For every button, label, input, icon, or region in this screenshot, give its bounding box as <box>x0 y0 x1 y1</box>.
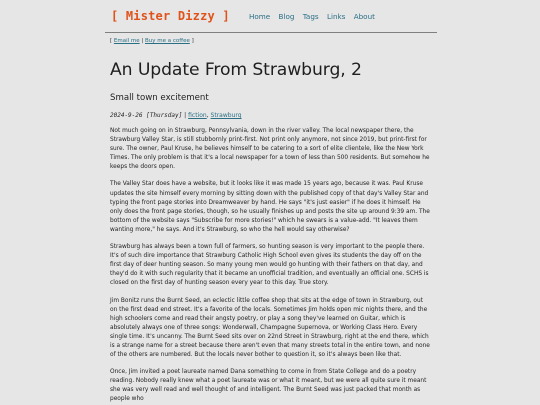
bracket-close: ] <box>191 38 194 44</box>
post-date: 2024-9-26 [Thursday] <box>110 112 183 119</box>
post-meta <box>110 112 431 119</box>
paragraph-4: Jim Bonitz runs the Burnt Seed, an eclectic little coffee shop that sits at the edge of town in Strawburg, out on the first dead end street. It's a favorite of the locals. Sometimes Jim holds open mic nights there, and the high schoolers come and read their angsty poetry, or play a song they've learned on Guitar, which is absolutely always one of three songs: Wonderwall, Champagne Supernova, or Working Class Hero. Every single time. It's uncanny. The Burnt Seed sits over on 22nd Street in Strawburg, right at the end there, which is a strange name for a street because there aren't even that many streets total in the entire town, and none of the others are numbered. But the locals never bother to question it, so it's always been like that. <box>110 297 430 359</box>
nav-about[interactable]: About <box>353 12 375 21</box>
paragraph-1: Not much going on in Strawburg, Pennsylvania, down in the river valley. The local newspaper there, the Strawburg Valley Star, is still stubbornly print-first. Not print only anymore, not since 2019, but print-first for sure. The owner, Paul Kruse, he believes himself to be catering to a sort of elite clientele, like the New York Times. The only problem is that it's a local newspaper for a town of less than 500 residents. But somehow he keeps the doors open. <box>110 128 430 171</box>
post-title: An Update From Strawburg, 2 <box>110 60 362 80</box>
site-header <box>105 0 437 33</box>
main-nav <box>249 12 381 21</box>
link-separator: | <box>141 38 144 44</box>
paragraph-3: Strawburg has always been a town full of farmers, so hunting season is very important to the people there. It's of such dire importance that Strawburg Catholic High School even gives its students the day off on the first day of deer hunting season. So many young men would go hunting with their fathers on that day, and they'd do it with such regularity that it became an unofficial tradition, and eventually an official one. SCHS is closed on the first day of hunting season every year to this day. True story. <box>110 244 429 287</box>
coffee-link[interactable]: Buy me a coffee <box>145 38 190 44</box>
nav-links[interactable]: Links <box>326 12 346 21</box>
bracket-open: [ <box>110 38 113 44</box>
contact-links <box>110 38 431 44</box>
nav-blog[interactable]: Blog <box>278 12 295 21</box>
post-subtitle: Small town excitement <box>110 93 209 103</box>
site-brand-link[interactable]: [ Mister Dizzy ] <box>111 9 230 23</box>
nav-tags[interactable]: Tags <box>302 12 319 21</box>
paragraph-2: The Valley Star does have a website, but it looks like it was made 15 years ago, because it was. Paul Kruse updates the site himself every morning by sitting down with the published copy of that day's Valley Star and typing the front page stories into Dreamweaver by hand. He says "it's just easier" if he does it himself. He only does the front page stories, though, so he usually finishes up and posts the site up around 9:39 am. The bottom of the website says "Subscribe for more stories!" which he swears is a value-add. "It leaves them wanting more," he says. And it's Strawburg, so who the hell would say otherwise? <box>110 181 430 233</box>
meta-separator: | <box>184 112 187 119</box>
tag-strawburg-link[interactable]: Strawburg <box>210 112 242 119</box>
paragraph-5: Once, Jim invited a poet laureate named Dana something to come in from State College and do a poetry reading. Nobody really knew what a poet laureate was or what it meant, but we were all quite sure it meant she was very well read and well thought of and intelligent. The Burnt Seed was just packed that month as people who <box>110 369 427 403</box>
email-link[interactable]: Email me <box>113 38 140 44</box>
nav-home[interactable]: Home <box>249 12 271 21</box>
tag-comma: , <box>206 112 209 119</box>
tag-fiction-link[interactable]: fiction <box>188 112 207 119</box>
article <box>110 38 431 405</box>
